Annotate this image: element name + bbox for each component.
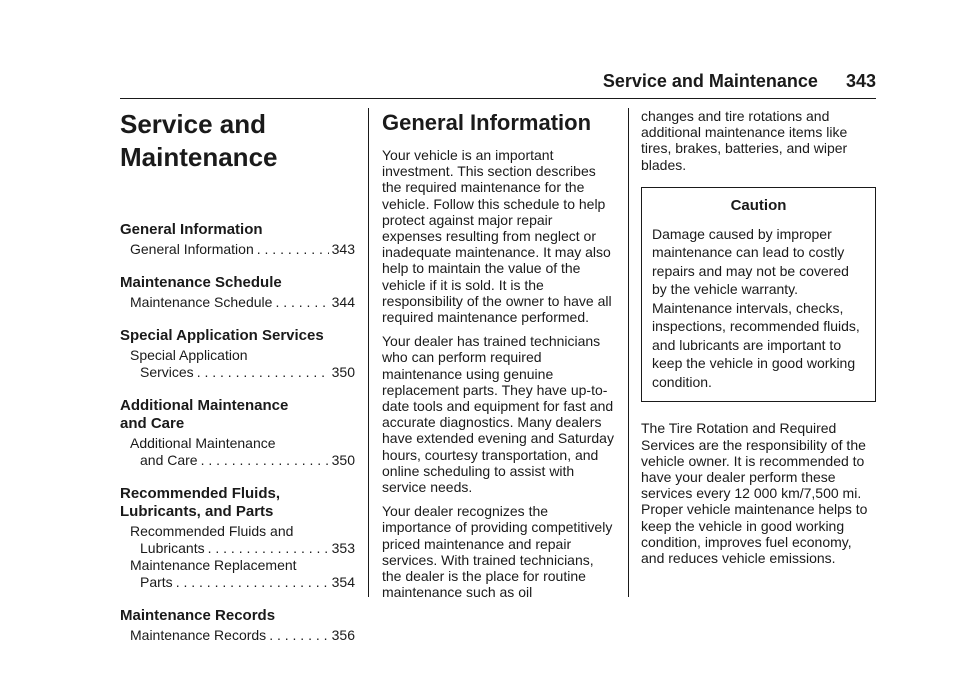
toc-section-general-information (120, 221, 355, 258)
page-header (120, 71, 876, 97)
paragraph-continued: changes and tire rotations and additional maintenance items like tires, brakes, batteries, and wiper blades. (641, 108, 848, 173)
running-head-chapter: Service and Maintenance (602, 71, 818, 91)
toc-heading[interactable]: Maintenance Records (120, 607, 276, 624)
continuation-column (641, 108, 876, 574)
toc-entry[interactable]: Special Application Services . . . 350 (120, 347, 355, 381)
toc-section-maintenance-schedule (120, 274, 355, 311)
toc-section-additional-maintenance (120, 397, 355, 469)
chapter-title: Service and Maintenance (120, 109, 278, 172)
caution-title: Caution (730, 196, 787, 214)
toc-entry[interactable]: Maintenance Records . . . 356 (120, 627, 355, 644)
caution-text: Damage caused by improper maintenance can lead to costly repairs and may not be covered by the vehicle warranty. Maintenance intervals, checks, inspections, recommended fluids, and lubricants are important to keep the vehicle in good working condition. (652, 225, 860, 390)
paragraph: Your dealer recognizes the importance of providing competitively priced maintenance and repair services. With trained technicians, the dealer is the place for routine maintenance such as oil (382, 503, 613, 601)
column-divider (368, 108, 369, 597)
paragraph: Your vehicle is an important investment. This section describes the required maintenance for the vehicle. Follow this schedule to help protect against major repair expenses resulting from neglect or inadequate maintenance. It may also help to maintain the value of the vehicle if it is sold. It is the responsibility of the owner to have all required maintenance performed. (382, 147, 612, 326)
toc-section-special-application-services (120, 327, 355, 381)
toc-section-recommended-fluids (120, 485, 355, 591)
toc-heading[interactable]: Special Application Services (120, 327, 324, 344)
toc-heading[interactable]: General Information (120, 221, 263, 238)
page-number: 343 (845, 71, 876, 91)
header-rule (120, 98, 876, 99)
toc-heading[interactable]: Maintenance Schedule (120, 274, 282, 291)
caution-box (641, 187, 876, 403)
paragraph: The Tire Rotation and Required Services are the responsibility of the vehicle owner. It is recommended to have your dealer perform these services every 12 000 km/7,500 mi. Proper vehicle maintenance helps to keep the vehicle in good working condition, improves fuel economy, and reduces vehicle emissions. (641, 420, 868, 566)
toc-heading[interactable]: Recommended Fluids, Lubricants, and Parts (120, 485, 281, 520)
chapter-toc (120, 108, 355, 644)
toc-entry[interactable]: General Information . . . 343 (120, 241, 355, 258)
section-title: General Information (382, 110, 592, 135)
toc-entry[interactable]: Additional Maintenance and Care . . . 350 (120, 435, 355, 469)
toc-entry[interactable]: Recommended Fluids and Lubricants . . . 353 (120, 523, 355, 557)
toc-entry[interactable]: Maintenance Schedule . . . 344 (120, 294, 355, 311)
toc-entry[interactable]: Maintenance Replacement Parts . . . 354 (120, 557, 355, 591)
general-information-column (382, 108, 616, 608)
toc-heading[interactable]: Additional Maintenance and Care (120, 397, 289, 432)
paragraph: Your dealer has trained technicians who can perform required maintenance using genuine replacement parts. They have up-to-date tools and equipment for fast and accurate diagnostics. Many dealers have extended evening and Saturday hours, courtesy transportation, and online scheduling to assist with service needs. (382, 333, 614, 496)
column-divider (628, 108, 629, 597)
toc-section-maintenance-records (120, 607, 355, 644)
